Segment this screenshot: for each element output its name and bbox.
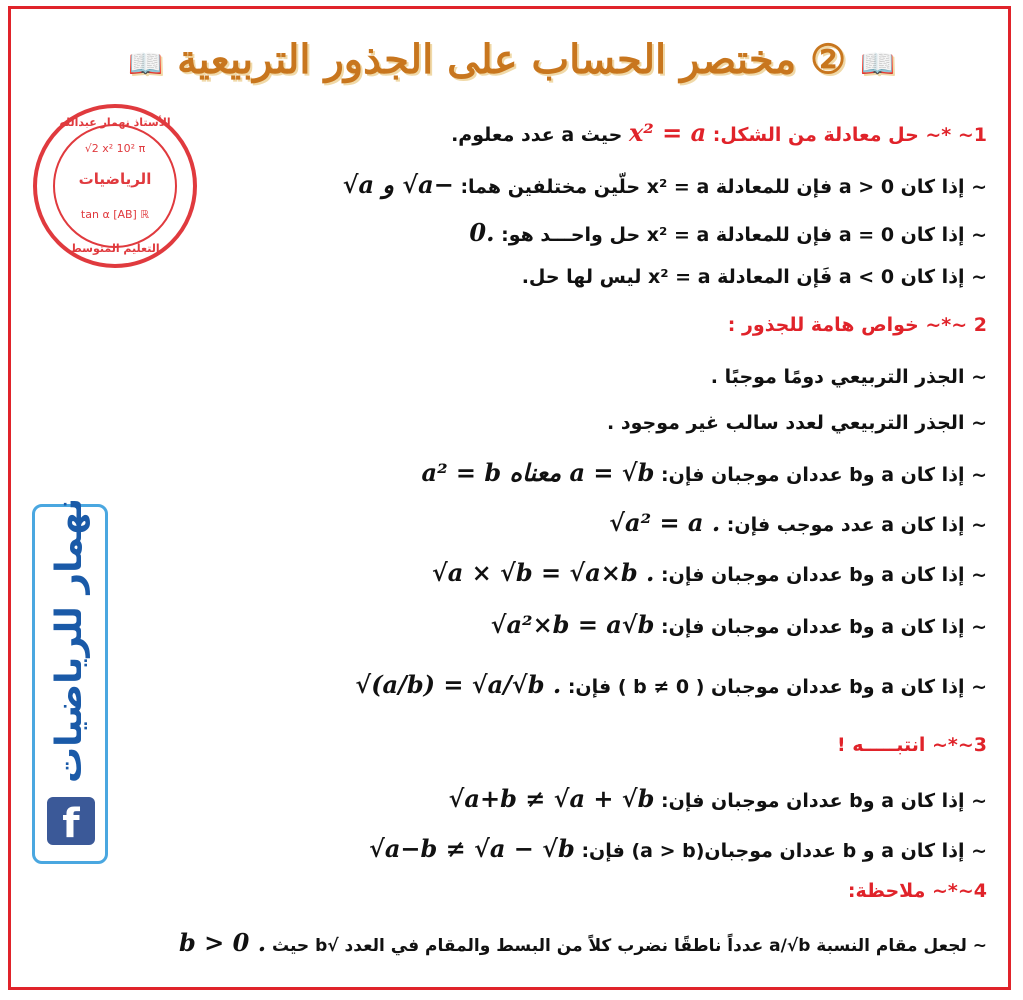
section-4-heading: 4~*~ ملاحظة:: [847, 880, 987, 902]
section-2-heading: 2 ~*~ خواص هامة للجذور :: [727, 314, 987, 336]
section-1-line-1: ~ إذا كان 0 < a فإن للمعادلة x² = a حلّين مختلفين هما: √a و √a−: [342, 170, 987, 199]
section-1-line-3: ~ إذا كان 0 > a فَإن المعادلة x² = a ليس لها حل.: [521, 266, 987, 288]
section-3-line-2: ~ إذا كان a و b عددان موجبان(a > b) فإن: √a−b ≠ √a − √b: [369, 834, 987, 863]
author-stamp: [33, 104, 197, 268]
stamp-top-text: الأستاذ نهمار عبدالله: [59, 116, 171, 129]
brand-label: نهمار للرياضيات: [49, 497, 90, 783]
section-2-line-4: ~ إذا كان a عدد موجب فإن: √a² = a .: [609, 508, 987, 537]
stamp-bottom-text: التعليم المتوسط: [70, 242, 160, 255]
section-4-line-1: ~ لجعل مقام النسبة a/√b عدداً ناطقًا نضرب كلاً من البسط والمقام في العدد √b حيث b > 0 .: [179, 928, 987, 957]
section-2-line-3: ~ إذا كان a وb عددان موجبان فإن: a² = b معناه a = √b: [421, 458, 987, 487]
stamp-low-text: tan α [AB] ℝ: [80, 208, 150, 221]
section-2-line-5: ~ إذا كان a وb عددان موجبان فإن: √a × √b = √a×b .: [431, 558, 987, 587]
section-2-line-6: ~ إذا كان a وb عددان موجبان فإن: √a²×b = a√b: [490, 610, 987, 639]
book-icon: 📖: [128, 46, 164, 80]
section-2-line-2: ~ الجذر التربيعي لعدد سالب غير موجود .: [607, 412, 987, 434]
section-3-line-1: ~ إذا كان a وb عددان موجبان فإن: √a+b ≠ √a + √b: [448, 784, 987, 813]
section-1-line-2: ~ إذا كان a = 0 فإن للمعادلة x² = a حل واحـــد هو: 0.: [469, 218, 987, 247]
section-3-heading: 3~*~ انتبـــــه !: [836, 734, 987, 756]
section-2-line-1: ~ الجذر التربيعي دومًا موجبًا .: [710, 366, 987, 388]
stamp-center-text: الرياضيات: [78, 170, 152, 188]
facebook-page-badge[interactable]: [32, 497, 108, 864]
section-1-heading: 1~ *~ حل معادلة من الشكل: x² = a حيث a عدد معلوم.: [451, 118, 987, 147]
facebook-icon: f: [47, 797, 95, 845]
page-title: 📖② مختصر الحساب على الجذور التربيعية📖: [128, 36, 895, 83]
stamp-middle-text: √2 x² 10² π: [84, 142, 146, 155]
section-2-line-7: ~ إذا كان a وb عددان موجبان ( b ≠ 0 ) فإن: √(a/b) = √a/√b .: [355, 670, 987, 699]
book-icon: 📖: [859, 46, 895, 80]
